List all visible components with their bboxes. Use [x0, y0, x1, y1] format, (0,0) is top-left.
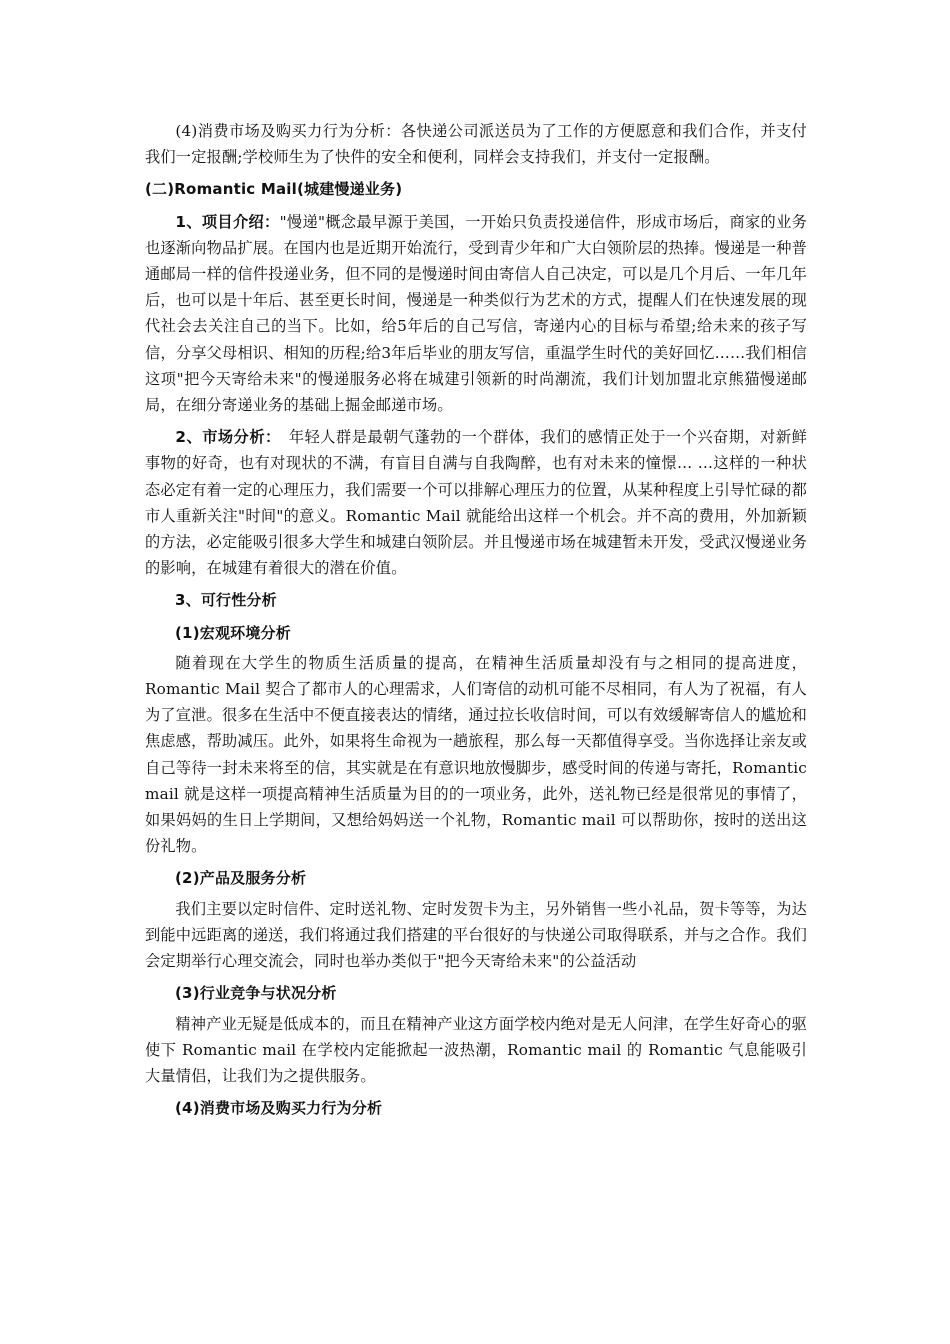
heading-consumer-market: (4)消费市场及购买力行为分析 [175, 1099, 383, 1118]
paragraph-macro-environment: 随着现在大学生的物质生活质量的提高，在精神生活质量却没有与之相同的提高进度，Romantic Mail 契合了都市人的心理需求，人们寄信的动机可能不尽相同，有人为了祝福，有人为了宣泄。很多在生活中不便直接表达的情绪，通过拉长收信时间，可以有效缓解寄信人的尴尬和焦虑感，帮助减压。此外，如果将生命视为一趟旅程，那么每一天都值得享受。当你选择让亲友或自己等待一封未来将至的信，其实就是在有意识地放慢脚步，感受时间的传递与寄托，Romantic mail 就是这样一项提高精神生活质量为目的的一项业务，此外，送礼物已经是很常见的事情了，如果妈妈的生日上学期间，又想给妈妈送一个礼物，Romantic mail 可以帮助你，按时的送出这份礼物。 [145, 653, 807, 856]
paragraph-market-analysis [145, 424, 807, 581]
heading-feasibility: 3、可行性分析 [175, 591, 277, 610]
project-intro-label: 1、项目介绍： [175, 212, 280, 231]
paragraph-industry-competition: 精神产业无疑是低成本的，而且在精神产业这方面学校内绝对是无人问津，在学生好奇心的驱使下 Romantic mail 在学校内定能掀起一波热潮，Romantic mail 的 Romantic 气息能吸引大量情侣，让我们为之提供服务。 [145, 1014, 807, 1085]
project-intro-text: "慢递"概念最早源于美国，一开始只负责投递信件，形成市场后，商家的业务也逐渐向物品扩展。在国内也是近期开始流行，受到青少年和广大白领阶层的热捧。慢递是一种普通邮局一样的信件投递业务，但不同的是慢递时间由寄信人自己决定，可以是几个月后、一年几年后，也可以是十年后、甚至更长时间，慢递是一种类似行为艺术的方式，提醒人们在快速发展的现代社会去关注自己的当下。比如，给5年后的自己写信，寄递内心的目标与希望;给未来的孩子写信，分享父母相识、相知的历程;给3年后毕业的朋友写信，重温学生时代的美好回忆……我们相信这项"把今天寄给未来"的慢递服务必将在城建引领新的时尚潮流，我们计划加盟北京熊猫慢递邮局，在细分寄递业务的基础上掘金邮递市场。 [145, 212, 807, 415]
market-analysis-text: 年轻人群是最朝气蓬勃的一个群体，我们的感情正处于一个兴奋期，对新鲜事物的好奇，也有对现状的不满，有盲目自满与自我陶醉，也有对未来的憧憬… …这样的一种状态必定有着一定的心理压力，我们需要一个可以排解心理压力的位置，从某种程度上引导忙碌的都市人重新关注"时间"的意义。Romantic Mail 就能给出这样一个机会。并不高的费用，外加新颖的方法，必定能吸引很多大学生和城建白领阶层。并且慢递市场在城建暂未开发，受武汉慢递业务的影响，在城建有着很大的潜在价值。 [145, 428, 807, 578]
paragraph-project-intro [145, 209, 807, 419]
section-heading-romantic-mail: (二)Romantic Mail(城建慢递业务) [145, 180, 403, 199]
paragraph-product-service: 我们主要以定时信件、定时送礼物、定时发贺卡为主，另外销售一些小礼品，贺卡等等，为达到能中远距离的递送，我们将通过我们搭建的平台很好的与快递公司取得联系，并与之合作。我们会定期举行心理交流会，同时也举办类似于"把今天寄给未来"的公益活动 [145, 899, 807, 971]
market-analysis-label: 2、市场分析： [175, 428, 274, 447]
paragraph-consumer-market-prev: (4)消费市场及购买力行为分析：各快递公司派送员为了工作的方便愿意和我们合作，并支付我们一定报酬;学校师生为了快件的安全和便利，同样会支持我们，并支付一定报酬。 [145, 122, 807, 167]
heading-industry-competition: (3)行业竞争与状况分析 [175, 984, 337, 1003]
document-page [145, 118, 807, 1121]
heading-product-service: (2)产品及服务分析 [175, 869, 307, 888]
heading-macro-environment: (1)宏观环境分析 [175, 623, 291, 642]
